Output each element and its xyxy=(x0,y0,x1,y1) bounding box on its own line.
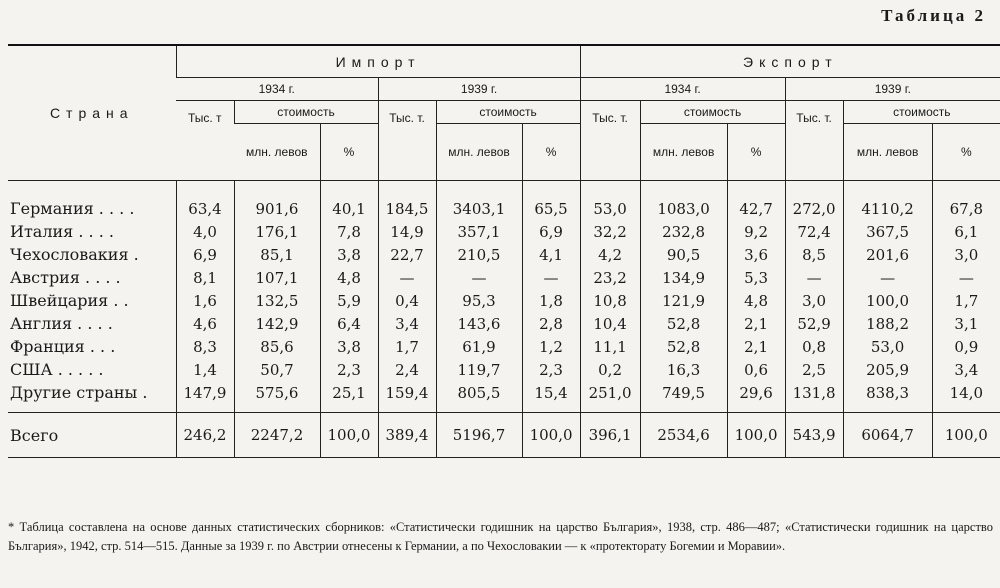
value-cell: 0,6 xyxy=(727,358,785,381)
import-1939-header: 1939 г. xyxy=(378,78,580,101)
country-name: Австрия . . . . xyxy=(10,268,121,287)
value-cell: 11,1 xyxy=(580,335,640,358)
value-cell: 159,4 xyxy=(378,381,436,413)
value-cell: 52,8 xyxy=(640,312,727,335)
table-body xyxy=(8,181,1000,458)
value-cell: 134,9 xyxy=(640,266,727,289)
value-cell: 3,8 xyxy=(320,335,378,358)
value-cell: 3,0 xyxy=(932,243,1000,266)
value-cell: 2,3 xyxy=(320,358,378,381)
value-cell: 100,0 xyxy=(320,413,378,458)
export-1934-header: 1934 г. xyxy=(580,78,785,101)
value-cell: 100,0 xyxy=(932,413,1000,458)
value-cell: — xyxy=(522,266,580,289)
value-cell: 188,2 xyxy=(843,312,932,335)
value-cell: 201,6 xyxy=(843,243,932,266)
value-cell: 2,1 xyxy=(727,335,785,358)
table-row xyxy=(8,181,1000,221)
mln-header: млн. левов xyxy=(436,124,522,181)
value-cell: 29,6 xyxy=(727,381,785,413)
country-name: Германия . . . . xyxy=(10,199,135,218)
pct-header: % xyxy=(522,124,580,181)
value-cell: 85,1 xyxy=(234,243,320,266)
value-cell: 0,8 xyxy=(785,335,843,358)
value-cell: 4,0 xyxy=(176,220,234,243)
value-cell: 5,3 xyxy=(727,266,785,289)
value-cell: 10,4 xyxy=(580,312,640,335)
value-cell: 6,9 xyxy=(522,220,580,243)
country-name: Италия . . . . xyxy=(10,222,114,241)
value-cell: 543,9 xyxy=(785,413,843,458)
value-cell: 15,4 xyxy=(522,381,580,413)
value-cell: 575,6 xyxy=(234,381,320,413)
value-cell: 6,9 xyxy=(176,243,234,266)
value-cell: 100,0 xyxy=(727,413,785,458)
value-cell: 32,2 xyxy=(580,220,640,243)
value-cell: 2,8 xyxy=(522,312,580,335)
value-cell: 100,0 xyxy=(843,289,932,312)
country-name: Франция . . . xyxy=(10,337,116,356)
value-cell: — xyxy=(378,266,436,289)
value-cell: 357,1 xyxy=(436,220,522,243)
import-header: Импорт xyxy=(176,45,580,78)
value-cell: 2,3 xyxy=(522,358,580,381)
value-cell: 6,4 xyxy=(320,312,378,335)
value-cell: 40,1 xyxy=(320,181,378,221)
value-cell: 0,9 xyxy=(932,335,1000,358)
value-cell: 3,6 xyxy=(727,243,785,266)
value-cell: 16,3 xyxy=(640,358,727,381)
tons-header: Тыс. т. xyxy=(785,101,843,181)
value-cell: 176,1 xyxy=(234,220,320,243)
table-row xyxy=(8,335,1000,358)
value-cell: 5196,7 xyxy=(436,413,522,458)
value-cell: 4,8 xyxy=(320,266,378,289)
value-cell: 3,4 xyxy=(932,358,1000,381)
export-1939-header: 1939 г. xyxy=(785,78,1000,101)
value-cell: 95,3 xyxy=(436,289,522,312)
pct-header: % xyxy=(727,124,785,181)
value-cell: 3,0 xyxy=(785,289,843,312)
value-cell: 838,3 xyxy=(843,381,932,413)
value-cell: — xyxy=(843,266,932,289)
footnote-text: * Таблица составлена на основе данных статистических сборников: «Статистически годишник на царство България», 1938, стр. 486—487; «Статистически годишник на царство България», 1942, стр. 514—515. Данные за 1939 г. по Австрии отнесены к Германии, а по Чехословакии — к «протекторату Богемии и Моравии». xyxy=(8,520,993,553)
tons-header: Тыс. т. xyxy=(378,101,436,181)
footnote xyxy=(8,518,993,556)
value-cell: 396,1 xyxy=(580,413,640,458)
value-cell: 272,0 xyxy=(785,181,843,221)
value-cell: 14,0 xyxy=(932,381,1000,413)
value-cell: 23,2 xyxy=(580,266,640,289)
table-row xyxy=(8,289,1000,312)
value-cell: 63,4 xyxy=(176,181,234,221)
value-cell: 8,1 xyxy=(176,266,234,289)
value-cell: 1,8 xyxy=(522,289,580,312)
value-cell: 42,7 xyxy=(727,181,785,221)
value-cell: 65,5 xyxy=(522,181,580,221)
value-cell: 67,8 xyxy=(932,181,1000,221)
value-cell: 6064,7 xyxy=(843,413,932,458)
country-name: Другие страны . xyxy=(10,383,148,402)
value-cell: 246,2 xyxy=(176,413,234,458)
value-cell: 4110,2 xyxy=(843,181,932,221)
value-cell: 1,7 xyxy=(378,335,436,358)
value-cell: 251,0 xyxy=(580,381,640,413)
value-cell: 3,1 xyxy=(932,312,1000,335)
value-cell: 121,9 xyxy=(640,289,727,312)
value-cell: 119,7 xyxy=(436,358,522,381)
value-cell: 2,1 xyxy=(727,312,785,335)
value-cell: 100,0 xyxy=(522,413,580,458)
mln-header: млн. левов xyxy=(234,124,320,181)
value-cell: 52,9 xyxy=(785,312,843,335)
value-cell: 8,3 xyxy=(176,335,234,358)
value-cell: 131,8 xyxy=(785,381,843,413)
value-cell: 22,7 xyxy=(378,243,436,266)
value-cell: 0,4 xyxy=(378,289,436,312)
table-row xyxy=(8,381,1000,413)
table-row xyxy=(8,220,1000,243)
table-row xyxy=(8,358,1000,381)
value-header: стоимость xyxy=(234,101,378,124)
country-name: Швейцария . . xyxy=(10,291,129,310)
value-cell: 1083,0 xyxy=(640,181,727,221)
value-cell: 8,5 xyxy=(785,243,843,266)
value-cell: 4,8 xyxy=(727,289,785,312)
mln-header: млн. левов xyxy=(843,124,932,181)
value-cell: 1,7 xyxy=(932,289,1000,312)
value-cell: 3,8 xyxy=(320,243,378,266)
value-cell: — xyxy=(785,266,843,289)
table-row xyxy=(8,243,1000,266)
total-row xyxy=(8,413,1000,458)
value-cell: 0,2 xyxy=(580,358,640,381)
pct-header: % xyxy=(932,124,1000,181)
value-cell: 1,6 xyxy=(176,289,234,312)
value-cell: 147,9 xyxy=(176,381,234,413)
value-cell: 52,8 xyxy=(640,335,727,358)
value-cell: 1,4 xyxy=(176,358,234,381)
value-cell: 210,5 xyxy=(436,243,522,266)
value-cell: 389,4 xyxy=(378,413,436,458)
value-cell: 4,6 xyxy=(176,312,234,335)
country-name: Всего xyxy=(8,413,176,458)
value-cell: 749,5 xyxy=(640,381,727,413)
value-cell: — xyxy=(932,266,1000,289)
value-header: стоимость xyxy=(640,101,785,124)
pct-header: % xyxy=(320,124,378,181)
value-cell: 14,9 xyxy=(378,220,436,243)
value-cell: 143,6 xyxy=(436,312,522,335)
value-cell: 53,0 xyxy=(580,181,640,221)
value-cell: 3,4 xyxy=(378,312,436,335)
value-cell: 7,8 xyxy=(320,220,378,243)
mln-header: млн. левов xyxy=(640,124,727,181)
value-cell: 61,9 xyxy=(436,335,522,358)
table-row xyxy=(8,312,1000,335)
value-cell: 132,5 xyxy=(234,289,320,312)
value-cell: — xyxy=(436,266,522,289)
trade-table xyxy=(8,44,1000,458)
value-cell: 85,6 xyxy=(234,335,320,358)
table-caption: Таблица 2 xyxy=(881,6,986,25)
value-header: стоимость xyxy=(843,101,1000,124)
value-cell: 107,1 xyxy=(234,266,320,289)
country-name: США . . . . . xyxy=(10,360,104,379)
value-cell: 232,8 xyxy=(640,220,727,243)
country-name: Чехословакия . xyxy=(10,245,139,264)
value-cell: 1,2 xyxy=(522,335,580,358)
country-header: Страна xyxy=(8,45,176,181)
value-cell: 50,7 xyxy=(234,358,320,381)
value-cell: 3403,1 xyxy=(436,181,522,221)
value-cell: 4,2 xyxy=(580,243,640,266)
value-cell: 367,5 xyxy=(843,220,932,243)
value-cell: 901,6 xyxy=(234,181,320,221)
value-cell: 9,2 xyxy=(727,220,785,243)
tons-header: Тыс. т xyxy=(176,101,234,181)
value-cell: 72,4 xyxy=(785,220,843,243)
value-cell: 53,0 xyxy=(843,335,932,358)
value-cell: 6,1 xyxy=(932,220,1000,243)
value-cell: 805,5 xyxy=(436,381,522,413)
value-cell: 10,8 xyxy=(580,289,640,312)
table-row xyxy=(8,266,1000,289)
value-cell: 205,9 xyxy=(843,358,932,381)
country-name: Англия . . . . xyxy=(10,314,113,333)
value-cell: 5,9 xyxy=(320,289,378,312)
value-cell: 2,4 xyxy=(378,358,436,381)
value-cell: 142,9 xyxy=(234,312,320,335)
value-cell: 90,5 xyxy=(640,243,727,266)
value-cell: 2247,2 xyxy=(234,413,320,458)
value-header: стоимость xyxy=(436,101,580,124)
import-1934-header: 1934 г. xyxy=(176,78,378,101)
value-cell: 25,1 xyxy=(320,381,378,413)
value-cell: 4,1 xyxy=(522,243,580,266)
export-header: Экспорт xyxy=(580,45,1000,78)
value-cell: 2,5 xyxy=(785,358,843,381)
tons-header: Тыс. т. xyxy=(580,101,640,181)
value-cell: 2534,6 xyxy=(640,413,727,458)
value-cell: 184,5 xyxy=(378,181,436,221)
